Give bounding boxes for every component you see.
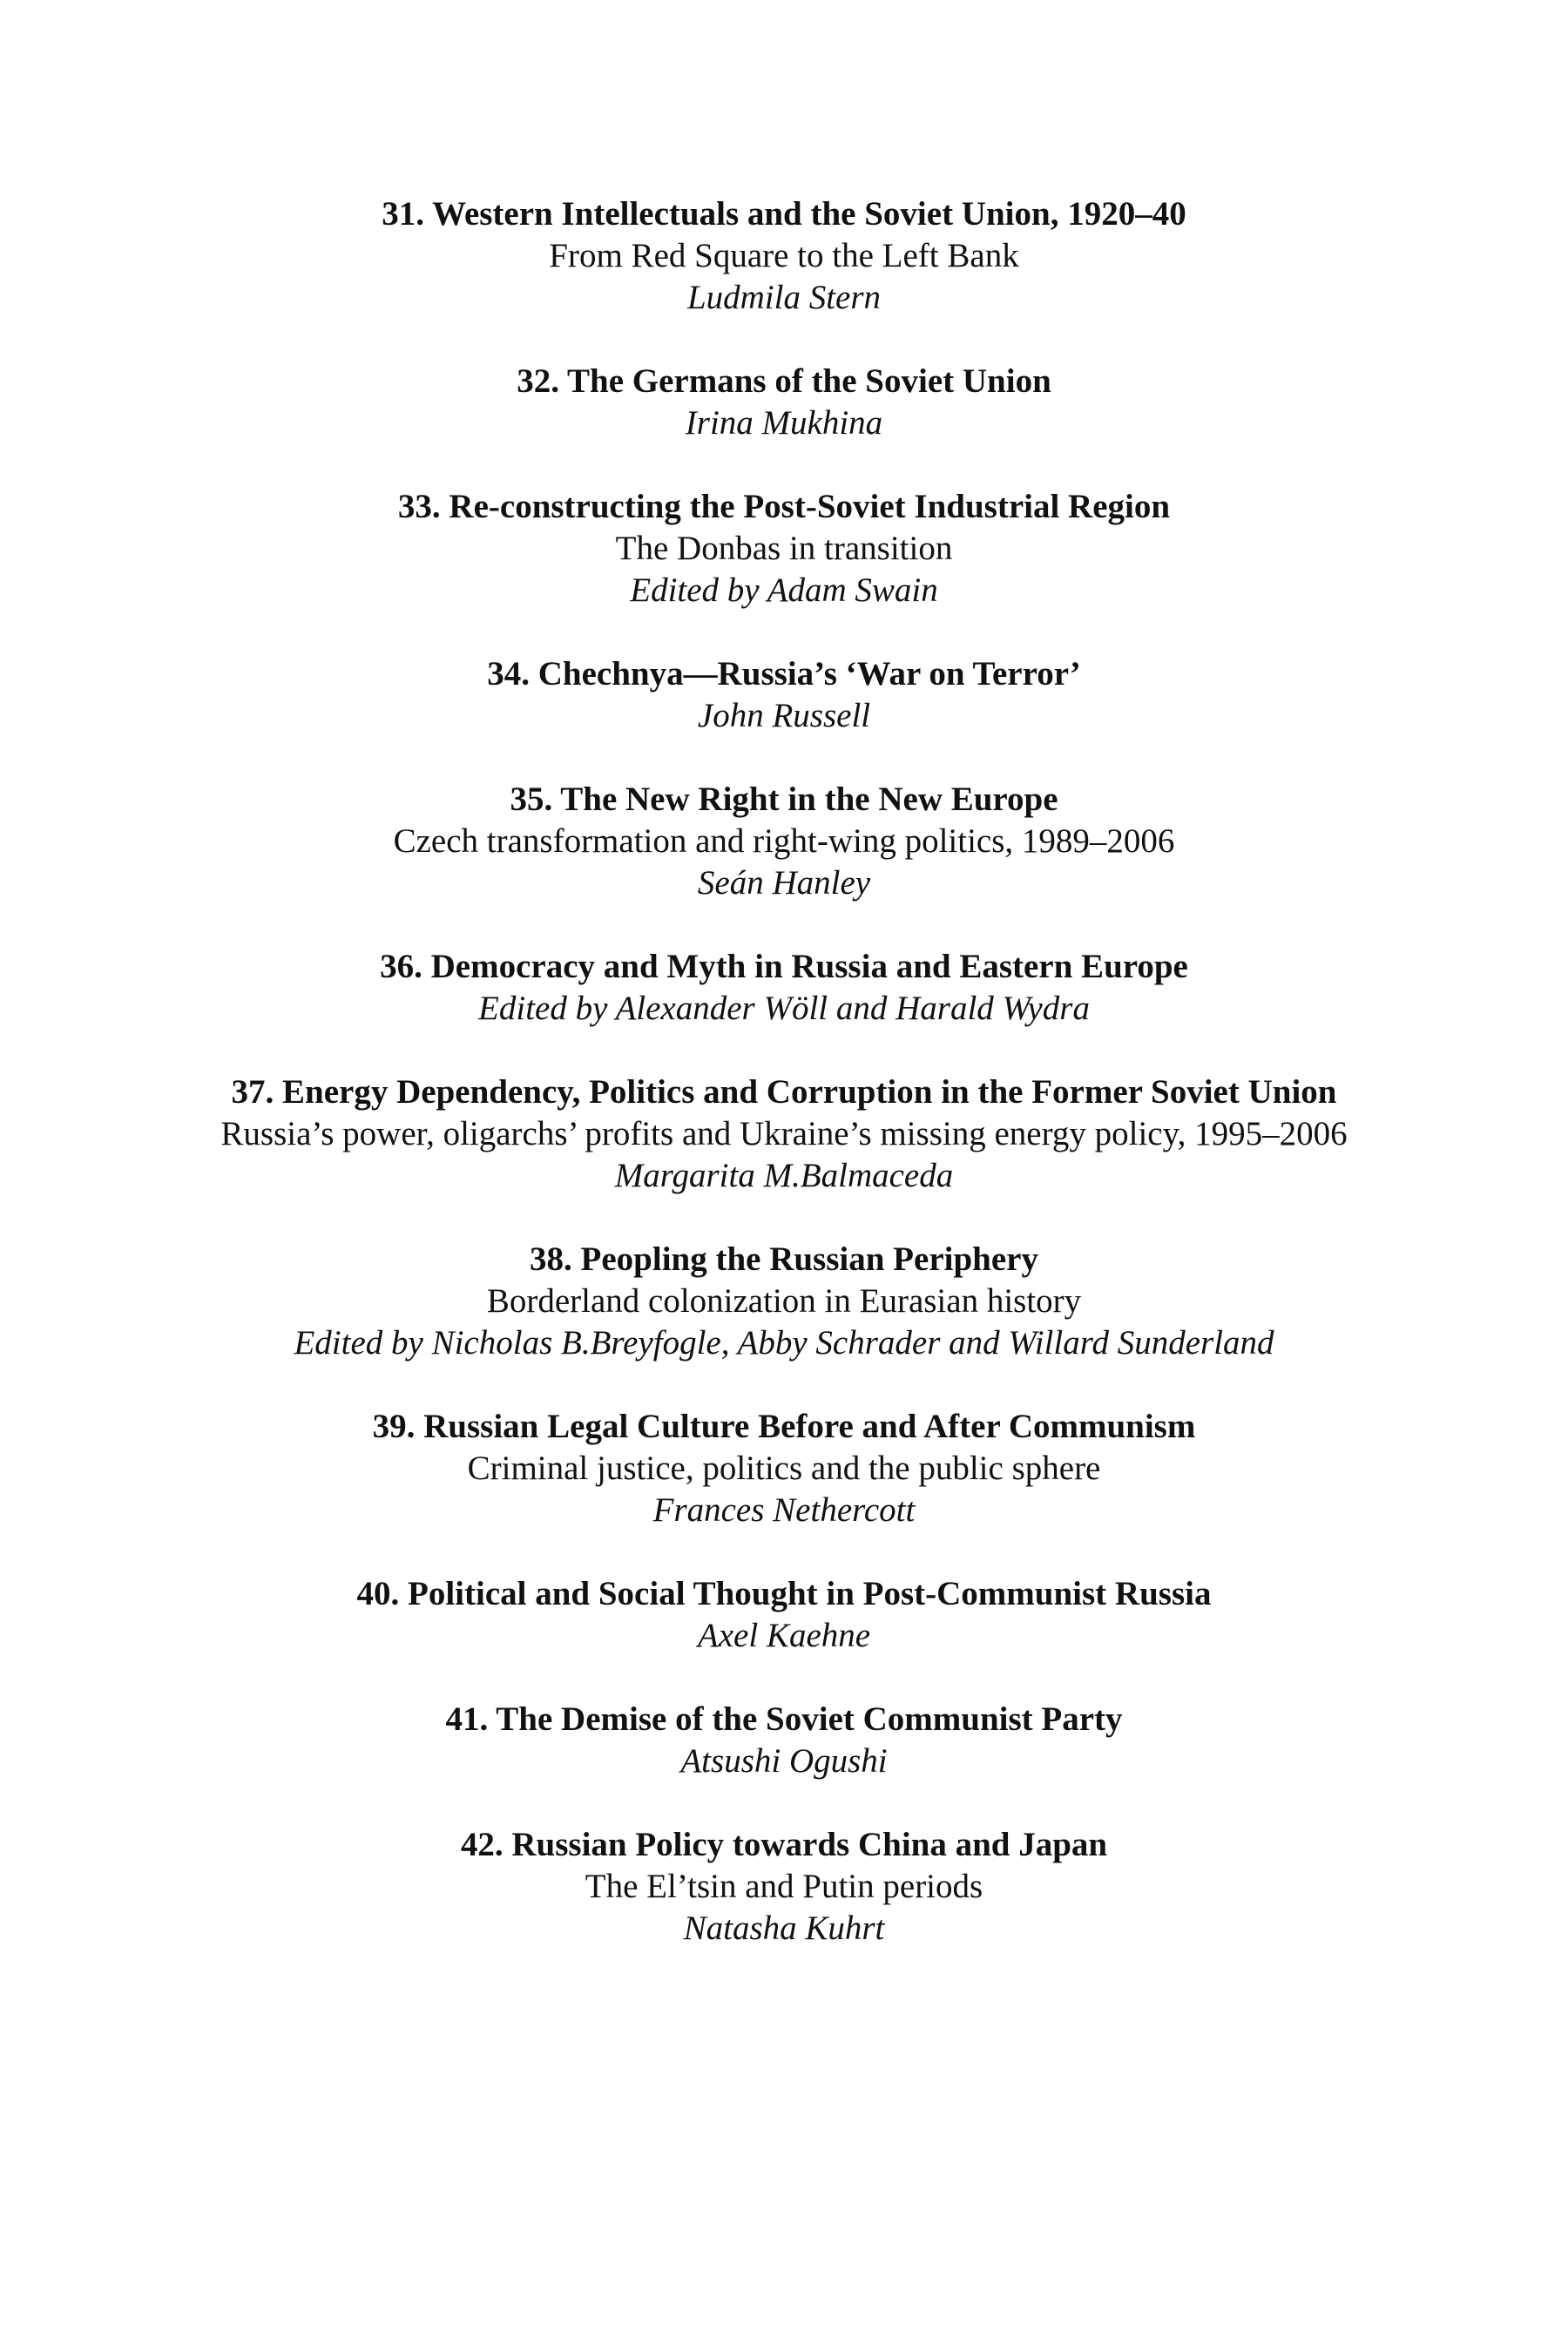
book-series-list: [0, 193, 1568, 1991]
entry-author: Atsushi Ogushi: [680, 1742, 888, 1780]
entry-author: Edited by Alexander Wöll and Harald Wydra: [478, 990, 1090, 1027]
entry-subtitle: Borderland colonization in Eurasian history: [486, 1282, 1082, 1320]
entry-author: Edited by Nicholas B.Breyfogle, Abby Schrader and Willard Sunderland: [294, 1324, 1274, 1362]
entry-author: Natasha Kuhrt: [683, 1909, 885, 1947]
entry-title: 32. The Germans of the Soviet Union: [517, 362, 1051, 400]
entry-subtitle: The Donbas in transition: [615, 530, 953, 567]
entry-title: 31. Western Intellectuals and the Soviet Union, 1920–40: [382, 195, 1186, 233]
entry-author: Axel Kaehne: [697, 1617, 871, 1654]
entry-title: 36. Democracy and Myth in Russia and Eastern Europe: [380, 948, 1188, 985]
entry-title: 38. Peopling the Russian Periphery: [530, 1240, 1038, 1278]
entry-author: Edited by Adam Swain: [630, 571, 938, 609]
entry-subtitle: From Red Square to the Left Bank: [549, 237, 1019, 274]
entry-author: Irina Mukhina: [685, 404, 883, 442]
series-entry-36: [0, 946, 1568, 1030]
entry-author: Seán Hanley: [697, 864, 871, 902]
entry-subtitle: Czech transformation and right-wing politics, 1989–2006: [393, 822, 1175, 860]
entry-title: 33. Re-constructing the Post-Soviet Industrial Region: [397, 488, 1171, 525]
series-entry-37: [0, 1071, 1568, 1197]
entry-title: 40. Political and Social Thought in Post-Communist Russia: [356, 1575, 1212, 1612]
series-entry-39: [0, 1406, 1568, 1531]
entry-title: 37. Energy Dependency, Politics and Corruption in the Former Soviet Union: [231, 1073, 1337, 1111]
entry-title: 35. The New Right in the New Europe: [510, 781, 1058, 818]
entry-author: Ludmila Stern: [686, 279, 882, 316]
series-entry-40: [0, 1573, 1568, 1657]
entry-title: 34. Chechnya—Russia’s ‘War on Terror’: [487, 655, 1081, 693]
series-entry-31: [0, 193, 1568, 319]
entry-author: John Russell: [697, 697, 871, 734]
entry-subtitle: Criminal justice, politics and the public sphere: [467, 1450, 1101, 1487]
series-entry-41: [0, 1699, 1568, 1782]
entry-title: 41. The Demise of the Soviet Communist Party: [445, 1700, 1123, 1738]
entry-title: 42. Russian Policy towards China and Japan: [460, 1826, 1108, 1863]
entry-author: Margarita M.Balmaceda: [614, 1157, 954, 1194]
series-entry-35: [0, 779, 1568, 904]
series-entry-32: [0, 361, 1568, 444]
entry-author: Frances Nethercott: [652, 1491, 916, 1529]
entry-title: 39. Russian Legal Culture Before and After Communism: [372, 1408, 1196, 1445]
series-entry-33: [0, 486, 1568, 612]
entry-subtitle: The El’tsin and Putin periods: [585, 1868, 983, 1905]
entry-subtitle: Russia’s power, oligarchs’ profits and Ukraine’s missing energy policy, 1995–2006: [220, 1115, 1348, 1152]
series-entry-42: [0, 1824, 1568, 1950]
series-entry-34: [0, 653, 1568, 737]
series-entry-38: [0, 1239, 1568, 1364]
